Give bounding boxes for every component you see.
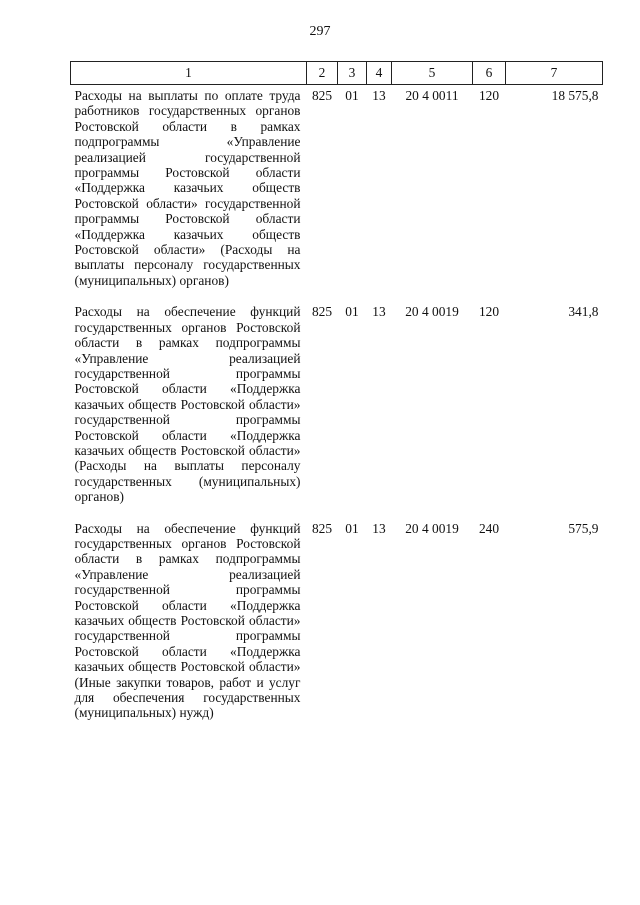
row-expense-type: 120 <box>478 88 500 103</box>
row-amount: 575,9 <box>568 520 599 536</box>
row-amount: 18 575,8 <box>551 88 599 103</box>
row-section-code: 01 <box>345 520 359 536</box>
header-col-6: 6 <box>473 62 506 85</box>
row-description: Расходы на обеспечение функций государственных органов Ростовской области в рамках подпрограммы «Управление реализацией государственной программы Ростовской области «Поддержка казачьих обществ Ростовской области» государственной программы Ростовской области «Поддержка казачьих обществ Ростовской области» (Иные закупки товаров, работ и услуг для обеспечения государственных (муниципальных) нужд) <box>74 520 301 721</box>
row-section-code: 01 <box>345 88 359 103</box>
row-ministry-code: 825 <box>311 88 333 103</box>
header-col-1: 1 <box>71 62 307 85</box>
header-row <box>71 62 603 85</box>
table-row <box>71 85 603 302</box>
header-col-7: 7 <box>506 62 603 85</box>
header-col-4: 4 <box>367 62 392 85</box>
header-col-5: 5 <box>392 62 473 85</box>
row-ministry-code: 825 <box>311 520 333 536</box>
table-row <box>71 518 603 734</box>
row-expense-type: 240 <box>478 520 500 536</box>
header-col-2: 2 <box>307 62 338 85</box>
row-ministry-code: 825 <box>311 304 333 320</box>
row-amount: 341,8 <box>568 304 599 320</box>
row-subsection-code: 13 <box>372 304 386 320</box>
row-description: Расходы на обеспечение функций государственных органов Ростовской области в рамках подпрограммы «Управление реализацией государственной программы Ростовской области «Поддержка казачьих обществ Ростовской области» государственной программы Ростовской области «Поддержка казачьих обществ Ростовской области» (Расходы на выплаты персоналу государственных (муниципальных) органов) <box>74 304 301 505</box>
row-section-code: 01 <box>345 304 359 320</box>
row-expense-type: 120 <box>478 304 500 320</box>
row-subsection-code: 13 <box>372 520 386 536</box>
budget-table <box>70 61 603 734</box>
row-target-article: 20 4 0019 <box>405 304 459 320</box>
row-target-article: 20 4 0019 <box>405 520 459 536</box>
page-number: 297 <box>309 24 331 39</box>
row-description: Расходы на выплаты по оплате труда работников государственных органов Ростовской области в рамках подпрограммы «Управление реализацией государственной программы Ростовской области «Поддержка казачьих обществ Ростовской области» государственной программы Ростовской области «Поддержка казачьих обществ Ростовской области» (Расходы на выплаты персоналу государственных (муниципальных) органов) <box>74 88 301 288</box>
table-body <box>71 85 603 734</box>
row-subsection-code: 13 <box>372 88 386 103</box>
table-row <box>71 301 603 517</box>
row-target-article: 20 4 0011 <box>405 88 459 103</box>
header-col-3: 3 <box>338 62 367 85</box>
table-header <box>71 62 603 85</box>
